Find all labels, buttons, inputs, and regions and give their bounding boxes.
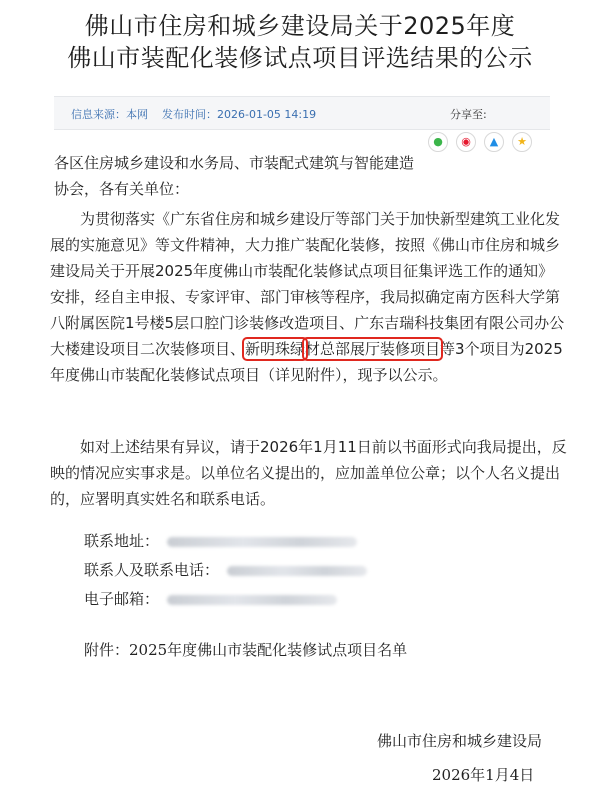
share-label: 分享至: bbox=[450, 108, 487, 121]
email-label: 电子邮箱： bbox=[84, 590, 160, 608]
title-line-1: 佛山市住房和城乡建设局关于2025年度 bbox=[84, 12, 516, 40]
signature: 佛山市住房和城乡建设局 bbox=[377, 732, 543, 750]
salutation: 各区住房城乡建设和水务局、市装配式建筑与智能建造协会，各有关单位： bbox=[54, 154, 415, 198]
title-line-2: 佛山市装配化装修试点项目评选结果的公示 bbox=[67, 44, 533, 72]
address-label: 联系地址： bbox=[84, 532, 160, 550]
contact-address-row bbox=[84, 528, 357, 554]
objection-paragraph bbox=[50, 434, 568, 512]
highlight-project-part2: 材总部展厅装修项目 bbox=[305, 340, 441, 358]
paragraph2: 如对上述结果有异议，请于2026年1月11日前以书面形式向我局提出，反映的情况应实事求是。以单位名义提出的，应加盖单位公章；以个人名义提出的，应署明真实姓名和联系电话。 bbox=[50, 438, 567, 508]
paragraph1-after: 等3个项目为2025年度佛山市装配化装修试点项目（详见附件），现予以公示。 bbox=[50, 340, 563, 384]
qq-icon[interactable]: ▲ bbox=[484, 132, 504, 152]
wechat-icon[interactable]: ● bbox=[428, 132, 448, 152]
document-date: 2026年1月4日 bbox=[432, 766, 535, 784]
email-redacted bbox=[167, 595, 337, 605]
address-redacted bbox=[167, 537, 357, 547]
phone-redacted bbox=[227, 566, 367, 576]
page-title bbox=[0, 10, 600, 74]
info-source: 信息来源：本网 bbox=[71, 108, 148, 121]
highlight-project-part1: 新明珠绿 bbox=[245, 340, 306, 358]
contact-email-row bbox=[84, 586, 337, 612]
contact-phone-row bbox=[84, 557, 367, 583]
phone-label: 联系人及联系电话： bbox=[84, 561, 220, 579]
article-meta-bar bbox=[54, 96, 550, 130]
weibo-icon[interactable]: ◉ bbox=[456, 132, 476, 152]
qzone-icon[interactable]: ★ bbox=[512, 132, 532, 152]
attachment-line[interactable]: 附件：2025年度佛山市装配化装修试点项目名单 bbox=[84, 641, 408, 659]
main-paragraph bbox=[50, 206, 568, 388]
publish-time: 发布时间：2026-01-05 14:19 bbox=[162, 108, 317, 121]
paragraph1-before: 为贯彻落实《广东省住房和城乡建设厅等部门关于加快新型建筑工业化发展的实施意见》等文件精神，大力推广装配化装修，按照《佛山市住房和城乡建设局关于开展2025年度佛山市装配化装修试点项目征集评选工作的通知》安排，经自主申报、专家评审、部门审核等程序，我局拟确定南方医科大学第八附属医院1号楼5层口腔门诊装修改造项目、广东吉瑞科技集团有限公司办公大楼建设项目二次装修项目、 bbox=[50, 210, 565, 358]
